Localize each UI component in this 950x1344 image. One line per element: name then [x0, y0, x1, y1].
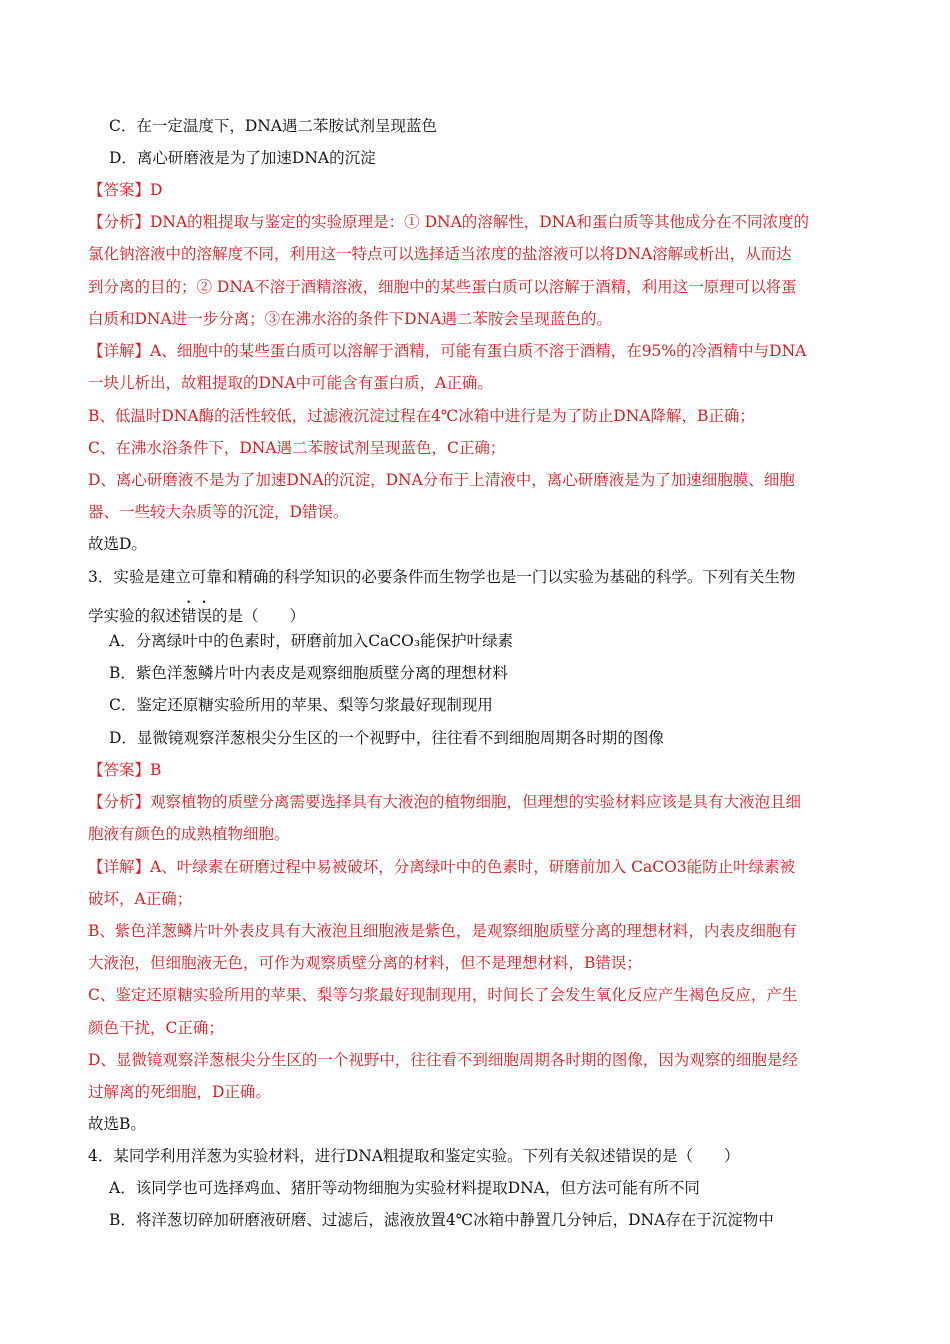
option-b-q3: B．紫色洋葱鳞片叶内表皮是观察细胞质壁分离的理想材料 — [109, 664, 508, 682]
explanation-q3: 【详解】A、叶绿素在研磨过程中易被破坏，分离绿叶中的色素时，研磨前加入 CaCO3能防止叶绿素被 — [88, 858, 796, 876]
question-3-tail: 的是（ ） — [212, 607, 306, 625]
option-a-q4: A．该同学也可选择鸡血、猪肝等动物细胞为实验材料提取DNA，但方法可能有所不同 — [109, 1179, 700, 1197]
explanation-q3-line: 颜色干扰，C正确； — [88, 1019, 224, 1037]
answer-q3: 【答案】B — [88, 761, 162, 779]
explanation-q3-line: C、鉴定还原糖实验所用的苹果、梨等匀浆最好现制现用，时间长了会发生氧化反应产生褐色反应，产生 — [88, 986, 798, 1004]
explanation-q3-line: 大液泡，但细胞液无色，可作为观察质壁分离的材料，但不是理想材料，B错误； — [88, 954, 642, 972]
emphasis-word: 错误 — [181, 607, 213, 625]
conclusion-q3: 故选B。 — [88, 1115, 146, 1133]
analysis-q2-line: 到分离的目的；② DNA不溶于酒精溶液，细胞中的某些蛋白质可以溶解于酒精，利用这一原理可以将蛋 — [88, 278, 797, 296]
option-d-q3: D．显微镜观察洋葱根尖分生区的一个视野中，往往看不到细胞周期各时期的图像 — [109, 729, 664, 747]
explanation-q2: 【详解】A、细胞中的某些蛋白质可以溶解于酒精，可能有蛋白质不溶于酒精，在95%的冷酒精中与DNA — [88, 342, 807, 360]
question-3-text: 学实验的叙述 — [88, 607, 182, 625]
option-c-q3: C．鉴定还原糖实验所用的苹果、梨等匀浆最好现制现用 — [109, 696, 493, 714]
option-c-q2: C．在一定温度下，DNA遇二苯胺试剂呈现蓝色 — [109, 117, 438, 135]
explanation-q2-line: B、低温时DNA酶的活性较低，过滤液沉淀过程在4℃冰箱中进行是为了防止DNA降解，B正确； — [88, 407, 755, 425]
analysis-q2-line: 白质和DNA进一步分离；③在沸水浴的条件下DNA遇二苯胺会呈现蓝色的。 — [88, 310, 612, 328]
answer-q2: 【答案】D — [88, 181, 163, 199]
question-3-line2 — [88, 598, 870, 625]
option-d-q2: D．离心研磨液是为了加速DNA的沉淀 — [109, 149, 376, 167]
explanation-q2-line: 一块儿析出，故粗提取的DNA中可能含有蛋白质，A正确。 — [88, 374, 493, 392]
analysis-q2-line: 氯化钠溶液中的溶解度不同，利用这一特点可以选择适当浓度的盐溶液可以将DNA溶解或析出，从而达 — [88, 245, 792, 263]
conclusion-q2: 故选D。 — [88, 535, 147, 553]
analysis-q2: 【分析】DNA的粗提取与鉴定的实验原理是：① DNA的溶解性，DNA和蛋白质等其他成分在不同浓度的 — [88, 213, 809, 231]
question-3: 3．实验是建立可靠和精确的科学知识的必要条件而生物学也是一门以实验为基础的科学。下列有关生物 — [88, 568, 796, 586]
analysis-q3: 【分析】观察植物的质壁分离需要选择具有大液泡的植物细胞，但理想的实验材料应该是具有大液泡且细 — [88, 793, 802, 811]
analysis-q3-line: 胞液有颜色的成熟植物细胞。 — [88, 825, 290, 843]
explanation-q2-line: C、在沸水浴条件下，DNA遇二苯胺试剂呈现蓝色，C正确； — [88, 439, 506, 457]
option-a-q3: A．分离绿叶中的色素时，研磨前加入CaCO₃能保护叶绿素 — [109, 632, 514, 650]
explanation-q3-line: 破坏，A正确； — [88, 890, 193, 908]
explanation-q2-line: 器、一些较大杂质等的沉淀，D错误。 — [88, 503, 349, 521]
explanation-q2-line: D、离心研磨液不是为了加速DNA的沉淀，DNA分布于上清液中，离心研磨液是为了加速细胞膜、细胞 — [88, 471, 795, 489]
explanation-q3-line: B、紫色洋葱鳞片叶外表皮具有大液泡且细胞液是紫色，是观察细胞质壁分离的理想材料，内表皮细胞有 — [88, 922, 797, 940]
explanation-q3-line: 过解离的死细胞，D正确。 — [88, 1083, 271, 1101]
explanation-q3-line: D、显微镜观察洋葱根尖分生区的一个视野中，往往看不到细胞周期各时期的图像，因为观察的细胞是经 — [88, 1051, 798, 1069]
option-b-q4: B．将洋葱切碎加研磨液研磨、过滤后，滤液放置4℃冰箱中静置几分钟后，DNA存在于沉淀物中 — [109, 1211, 774, 1229]
question-4: 4．某同学利用洋葱为实验材料，进行DNA粗提取和鉴定实验。下列有关叙述错误的是（ ） — [88, 1147, 740, 1165]
